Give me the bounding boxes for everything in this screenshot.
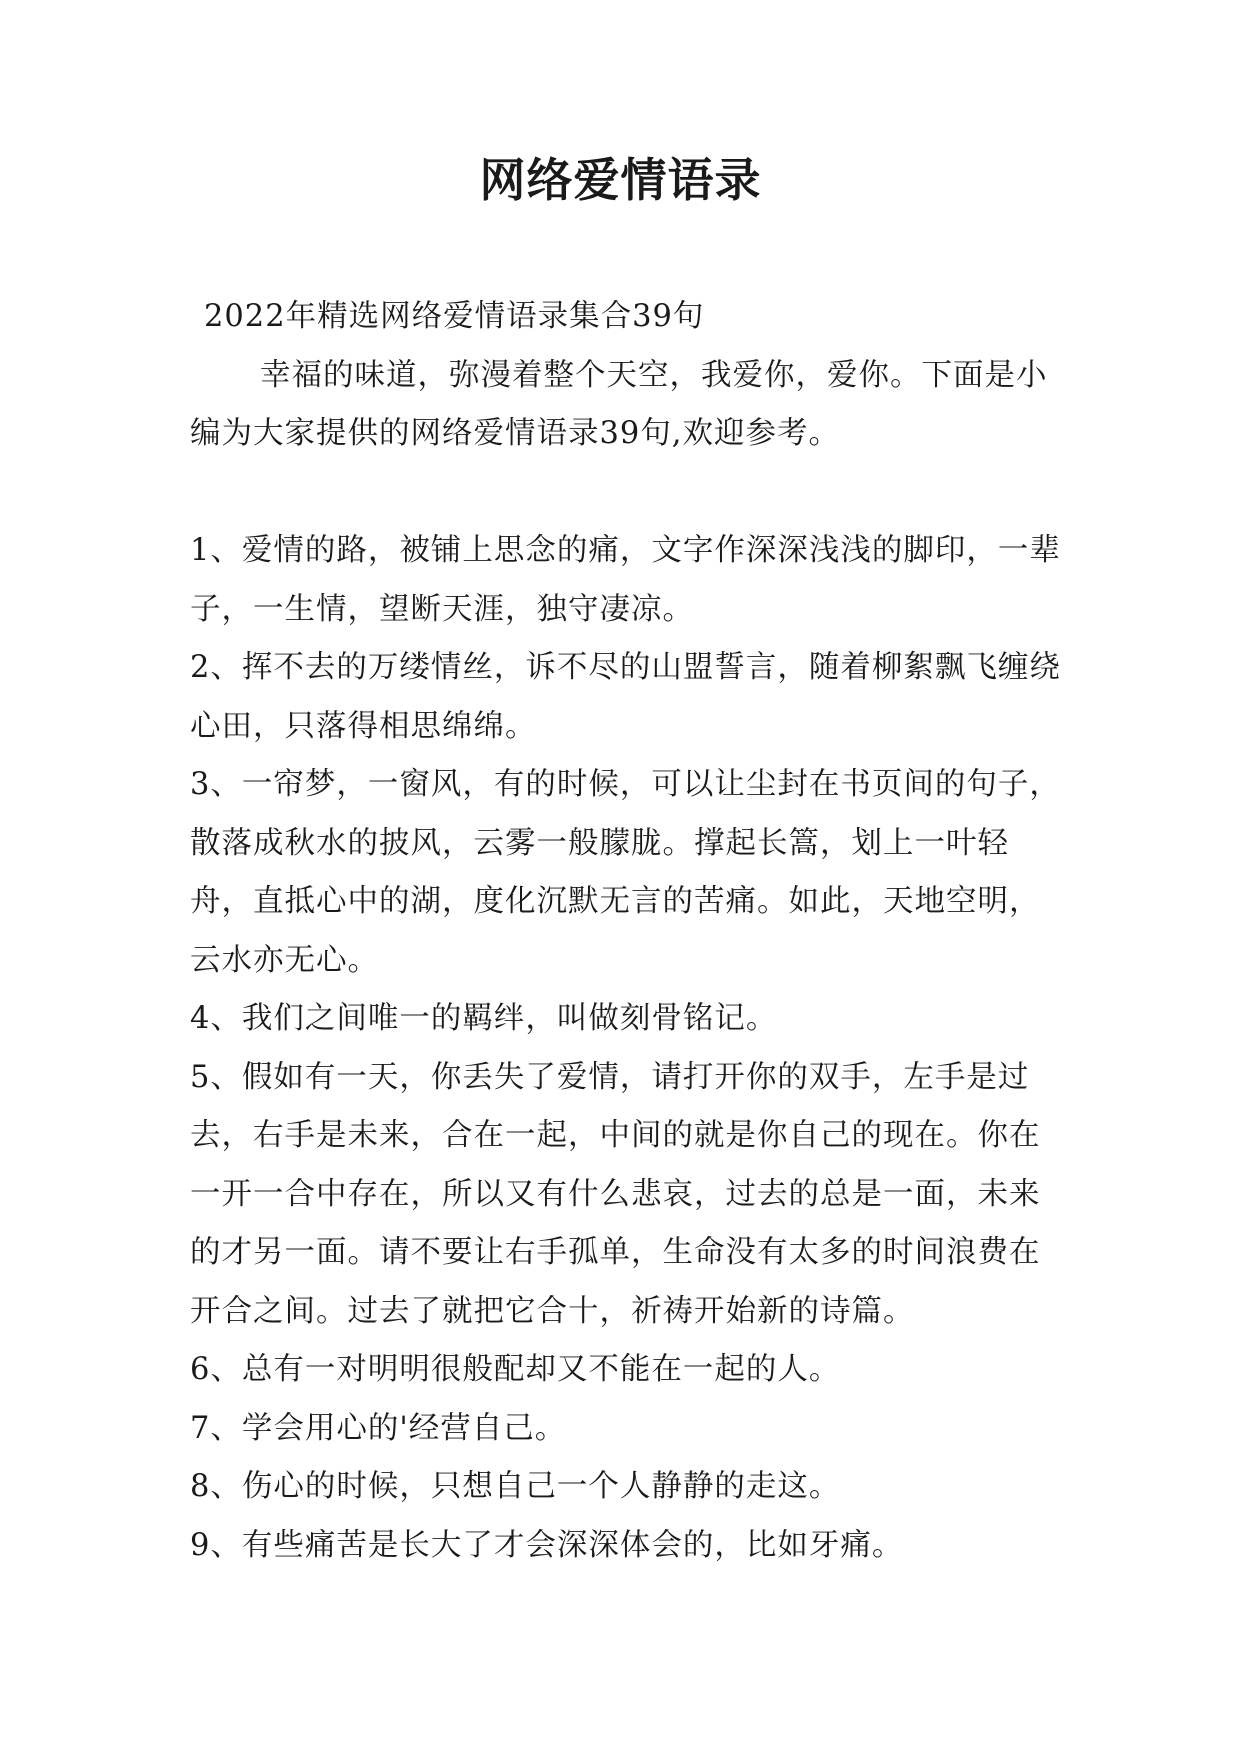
quote-item-7: 7、学会用心的'经营自己。 (190, 1410, 567, 1446)
quote-item-8: 8、伤心的时候，只想自己一个人静静的走这。 (190, 1469, 841, 1504)
quote-item-2: 2、挥不去的万缕情丝，诉不尽的山盟誓言，随着柳絮飘飞缠绕心田，只落得相思绵绵。 (190, 650, 1061, 744)
quote-item-9: 9、有些痛苦是长大了才会深深体会的，比如牙痛。 (190, 1527, 904, 1563)
document-body (190, 288, 1070, 1575)
quote-item-1: 1、爱情的路，被铺上思念的痛，文字作深深浅浅的脚印，一辈子，一生情，望断天涯，独守凄凉。 (190, 533, 1061, 627)
intro-paragraph: 幸福的味道，弥漫着整个天空，我爱你，爱你。下面是小编为大家提供的网络爱情语录39句,欢迎参考。 (190, 357, 1048, 451)
document-subtitle: 2022年精选网络爱情语录集合39句 (204, 299, 705, 334)
quote-item-5: 5、假如有一天，你丢失了爱情，请打开你的双手，左手是过去，右手是未来，合在一起，中间的就是你自己的现在。你在一开一合中存在，所以又有什么悲哀，过去的总是一面，未来的才另一面。请不要让右手孤单，生命没有太多的时间浪费在开合之间。过去了就把它合十，祈祷开始新的诗篇。 (190, 1059, 1041, 1329)
quote-item-6: 6、总有一对明明很般配却又不能在一起的人。 (190, 1352, 841, 1387)
quote-item-3: 3、一帘梦，一窗风，有的时候，可以让尘封在书页间的句子，散落成秋水的披风，云雾一般朦胧。撑起长篙，划上一叶轻舟，直抵心中的湖，度化沉默无言的苦痛。如此，天地空明，云水亦无心。 (190, 767, 1061, 978)
document-title: 网络爱情语录 (479, 153, 762, 207)
quote-item-4: 4、我们之间唯一的羁绊，叫做刻骨铭记。 (190, 1001, 778, 1036)
